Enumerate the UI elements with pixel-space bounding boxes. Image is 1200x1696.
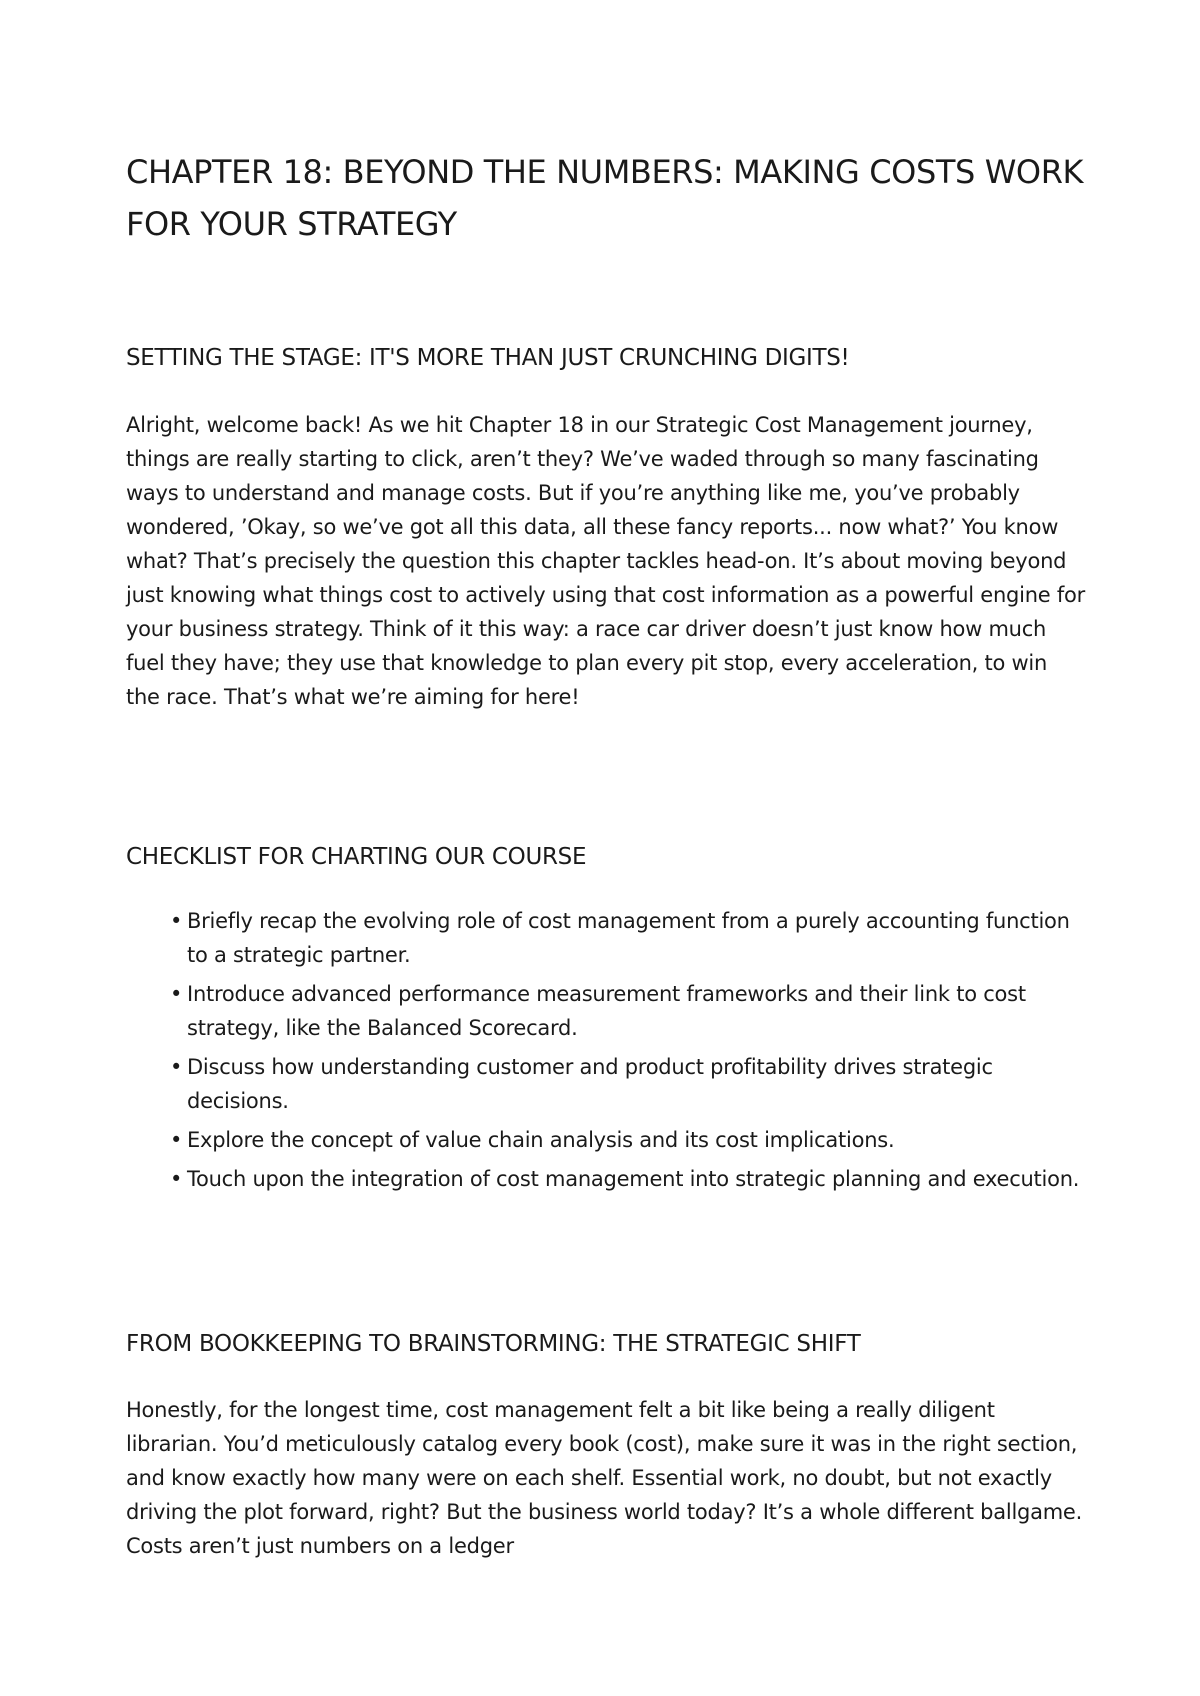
bullet-icon: •: [170, 982, 183, 1006]
chapter-title: CHAPTER 18: BEYOND THE NUMBERS: MAKING COSTS WORK FOR YOUR STRATEGY: [126, 153, 1084, 243]
checklist-item: [126, 977, 1086, 1045]
checklist-item: [126, 904, 1086, 972]
bullet-icon: •: [170, 1167, 183, 1191]
checklist-item-text: Briefly recap the evolving role of cost management from a purely accounting function to a strategic partner.: [187, 909, 1070, 967]
checklist-item: [126, 1050, 1086, 1118]
checklist-item-text: Touch upon the integration of cost management into strategic planning and execution.: [187, 1167, 1080, 1191]
checklist-item-text: Explore the concept of value chain analysis and its cost implications.: [187, 1128, 895, 1152]
section-heading-strategic-shift: FROM BOOKKEEPING TO BRAINSTORMING: THE STRATEGIC SHIFT: [126, 1331, 861, 1357]
bullet-icon: •: [170, 909, 183, 933]
checklist-item: [126, 1123, 1086, 1157]
section-heading-checklist: CHECKLIST FOR CHARTING OUR COURSE: [126, 844, 587, 870]
section-heading-setting-the-stage: SETTING THE STAGE: IT'S MORE THAN JUST CRUNCHING DIGITS!: [126, 345, 850, 371]
checklist-item: [126, 1162, 1086, 1196]
intro-paragraph: Alright, welcome back! As we hit Chapter 18 in our Strategic Cost Management journey, things are really starting to click, aren’t they? We’ve waded through so many fascinating ways to understand and manage costs. But if you’re anything like me, you’ve probably wondered, ’Okay, so we’ve got all this data, all these fancy reports... now what?’ You know what? That’s precisely the question this chapter tackles head-on. It’s about moving beyond just knowing what things cost to actively using that cost information as a powerful engine for your business strategy. Think of it this way: a race car driver doesn’t just know how much fuel they have; they use that knowledge to plan every pit stop, every acceleration, to win the race. That’s what we’re aiming for here!: [126, 413, 1085, 709]
bullet-icon: •: [170, 1128, 183, 1152]
strategic-shift-paragraph: Honestly, for the longest time, cost management felt a bit like being a really diligent librarian. You’d meticulously catalog every book (cost), make sure it was in the right section, and know exactly how many were on each shelf. Essential work, no doubt, but not exactly driving the plot forward, right? But the business world today? It’s a whole different ballgame. Costs aren’t just numbers on a ledger: [126, 1398, 1083, 1558]
checklist-item-text: Discuss how understanding customer and product profitability drives strategic decisions.: [187, 1055, 993, 1113]
checklist: [126, 904, 1086, 1201]
checklist-item-text: Introduce advanced performance measurement frameworks and their link to cost strategy, like the Balanced Scorecard.: [187, 982, 1026, 1040]
bullet-icon: •: [170, 1055, 183, 1079]
